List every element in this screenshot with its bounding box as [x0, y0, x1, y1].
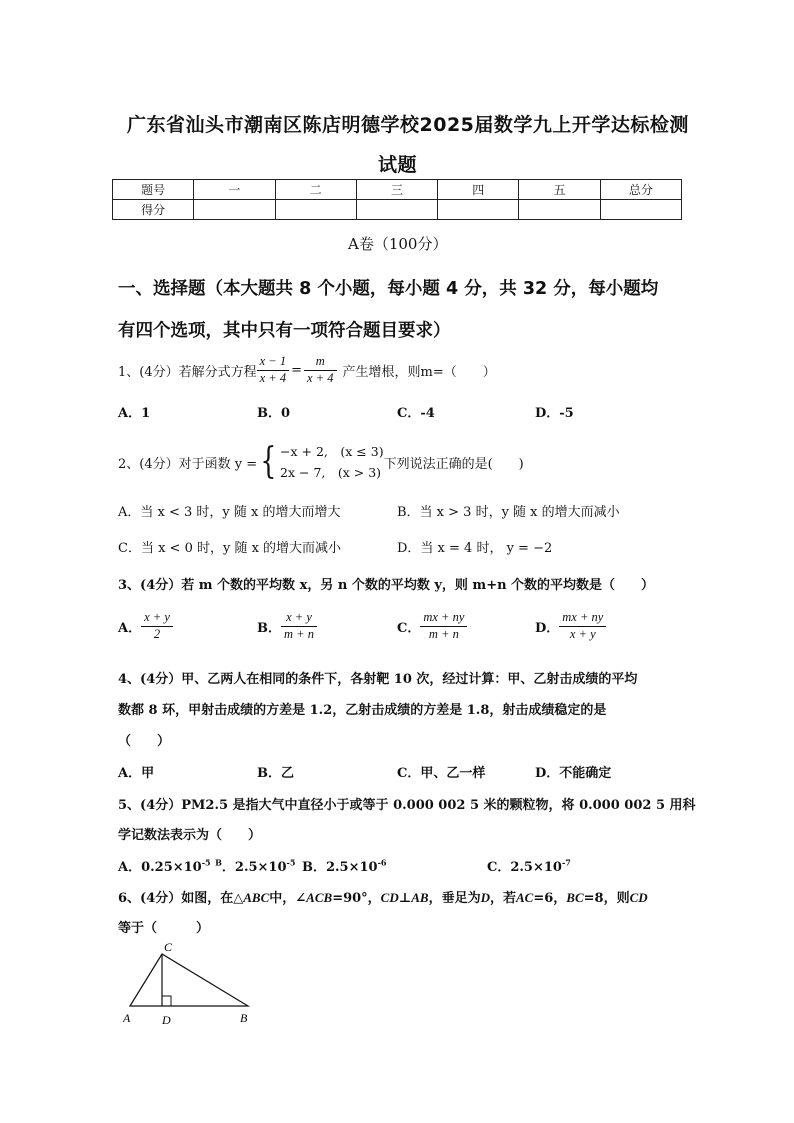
- q2-case-2: 2x − 7, (x > 3): [280, 465, 382, 480]
- score-cell: 得分: [113, 200, 194, 220]
- q4-option-c: C．甲、乙一样: [397, 766, 486, 781]
- q3-c-num: mx + ny: [420, 610, 467, 627]
- q1-suffix: 产生增根，则m=（ ）: [342, 364, 496, 380]
- score-cell: [519, 200, 600, 220]
- q6-abc: ABC: [243, 890, 270, 905]
- q3-option-c-fraction: [420, 610, 467, 642]
- question-6-line2: 等于（ ）: [118, 921, 210, 936]
- q1-prefix: 1、(4分）若解分式方程: [118, 364, 257, 380]
- section1-heading-line1: 一、选择题（本大题共 8 个小题，每小题 4 分，共 32 分，每小题均: [118, 279, 659, 299]
- q6-d: D: [480, 890, 490, 905]
- q5-option-d: [487, 856, 571, 875]
- q2-suffix: 下列说法正确的是( ): [383, 456, 524, 472]
- q1-option-d: D．-5: [535, 406, 574, 421]
- q6-cd-2: CD: [629, 890, 648, 905]
- section1-heading-line2: 有四个选项，其中只有一项符合题目要求）: [118, 321, 451, 341]
- q3-b-num: x + y: [281, 610, 317, 627]
- q5-option-c-exp: -6: [377, 857, 387, 868]
- q6-bc: BC: [566, 890, 584, 905]
- score-cell: 总分: [600, 180, 681, 200]
- q2-option-a: A．当 x < 3 时，y 随 x 的增大而增大: [118, 505, 341, 520]
- q3-option-c: [397, 610, 467, 642]
- q6-ac: AC: [515, 890, 534, 905]
- score-cell: 四: [438, 180, 519, 200]
- q3-d-num: mx + ny: [559, 610, 606, 627]
- q6-text-a: 6、(4分）如图，在△: [118, 891, 244, 906]
- q3-option-d: [535, 610, 606, 642]
- score-table-score-row: [113, 200, 682, 220]
- q6-cd: CD: [380, 890, 399, 905]
- q3-option-d-label: D．: [535, 620, 560, 636]
- question-6-line1: [118, 887, 648, 906]
- score-cell: [438, 200, 519, 220]
- q3-option-a-fraction: [141, 610, 173, 642]
- doc-title-line1: 广东省汕头市潮南区陈店明德学校2025届数学九上开学达标检测: [127, 114, 689, 136]
- q6-triangle-figure: [118, 938, 268, 1030]
- q6-val-8: =8，则: [583, 891, 630, 906]
- q2-prefix: 2、(4分）对于函数 y =: [118, 456, 258, 472]
- q3-option-a: [118, 610, 173, 642]
- part-title: A卷（100分）: [348, 235, 448, 253]
- label-c: C: [164, 940, 173, 954]
- q6-val-6: =6，: [533, 891, 567, 906]
- q1-f2-num: m: [304, 354, 336, 371]
- score-cell: [275, 200, 356, 220]
- q2-option-d: D．当 x = 4 时， y = −2: [397, 541, 553, 556]
- q6-acb: ACB: [306, 890, 333, 905]
- q1-option-b: B．0: [257, 406, 291, 421]
- question-5-line1: 5、(4分）PM2.5 是指大气中直径小于或等于 0.000 002 5 米的颗粒物，将 0.000 002 5 用科: [118, 798, 696, 813]
- q5-option-c-text: B．2.5×10: [302, 860, 378, 875]
- q3-option-b-label: B．: [257, 620, 281, 636]
- q3-option-b: [257, 610, 317, 642]
- question-4-line1: 4、(4分）甲、乙两人在相同的条件下，各射靶 10 次，经过计算：甲、乙射击成绩的平均: [118, 672, 638, 687]
- question-2-stem: [118, 440, 524, 484]
- q6-text-d: ，垂足为: [428, 891, 481, 906]
- score-cell: 五: [519, 180, 600, 200]
- q2-left-brace: {: [260, 441, 277, 482]
- q5-option-d-exp: -7: [561, 857, 571, 868]
- q1-fraction-2: [304, 354, 336, 386]
- q2-option-b: B．当 x > 3 时，y 随 x 的增大而减小: [397, 505, 620, 520]
- q5-option-b-text: ．2.5×10: [221, 860, 287, 875]
- q3-c-den: m + n: [428, 626, 459, 641]
- q6-perp: ⊥: [398, 891, 412, 906]
- score-cell: [356, 200, 437, 220]
- score-cell: 一: [194, 180, 275, 200]
- q3-a-num: x + y: [141, 610, 173, 627]
- q1-option-a: A．1: [118, 406, 151, 421]
- doc-title-line2: 试题: [378, 154, 418, 176]
- q1-equals: =: [291, 362, 303, 378]
- q2-cases: [280, 441, 384, 483]
- q6-ab: AB: [411, 890, 429, 905]
- q5-option-b-label: B: [215, 857, 222, 868]
- q4-option-a: A．甲: [118, 766, 155, 781]
- question-4-line3: （ ）: [118, 734, 171, 749]
- question-5-line2: 学记数法表示为（ ）: [118, 828, 262, 843]
- q5-option-d-text: C．2.5×10: [487, 860, 562, 875]
- q3-d-den: x + y: [569, 626, 596, 641]
- q3-option-d-fraction: [559, 610, 606, 642]
- q6-text-b: 中，∠: [269, 891, 307, 906]
- score-cell: 三: [356, 180, 437, 200]
- score-table: [112, 179, 682, 220]
- q4-option-d: D．不能确定: [535, 766, 612, 781]
- label-a: A: [123, 1011, 131, 1025]
- right-angle-mark: [162, 996, 171, 1006]
- q1-f1-num: x − 1: [257, 354, 289, 371]
- label-d: D: [162, 1013, 171, 1027]
- score-cell: 题号: [113, 180, 194, 200]
- score-cell: [194, 200, 275, 220]
- q3-option-b-fraction: [281, 610, 317, 642]
- question-3-stem: 3、(4分）若 m 个数的平均数 x，另 n 个数的平均数 y，则 m+n 个数的平均数是（ ）: [118, 578, 655, 593]
- q5-option-a-exp: -5: [201, 857, 211, 868]
- triangle-abc: [130, 954, 248, 1006]
- q6-text-c: =90°，: [332, 891, 381, 906]
- q3-a-den: 2: [153, 626, 161, 641]
- score-cell: 二: [275, 180, 356, 200]
- q3-b-den: m + n: [284, 626, 314, 641]
- q3-option-a-label: A．: [118, 620, 142, 636]
- q3-option-c-label: C．: [397, 620, 421, 636]
- q1-option-c: C．-4: [397, 406, 435, 421]
- score-cell: [600, 200, 681, 220]
- q1-f1-den: x + 4: [259, 370, 287, 385]
- q2-case-1: −x + 2, (x ≤ 3): [280, 444, 384, 459]
- q4-option-b: B．乙: [257, 766, 294, 781]
- question-4-line2: 数都 8 环，甲射击成绩的方差是 1.2，乙射击成绩的方差是 1.8，射击成绩稳定的是: [118, 703, 607, 718]
- q5-option-a: [118, 856, 295, 875]
- q2-option-c: C．当 x < 0 时，y 随 x 的增大而减小: [118, 541, 342, 556]
- question-1-stem: [118, 350, 496, 390]
- q5-option-a-text: A．0.25×10: [118, 860, 202, 875]
- label-b: B: [240, 1011, 248, 1025]
- q5-option-b-exp: -5: [286, 857, 296, 868]
- q1-fraction-1: [257, 354, 289, 386]
- q6-text-e: ，若: [489, 891, 516, 906]
- q5-option-c: [302, 856, 386, 875]
- q1-f2-den: x + 4: [307, 370, 334, 385]
- score-table-header-row: [113, 180, 682, 200]
